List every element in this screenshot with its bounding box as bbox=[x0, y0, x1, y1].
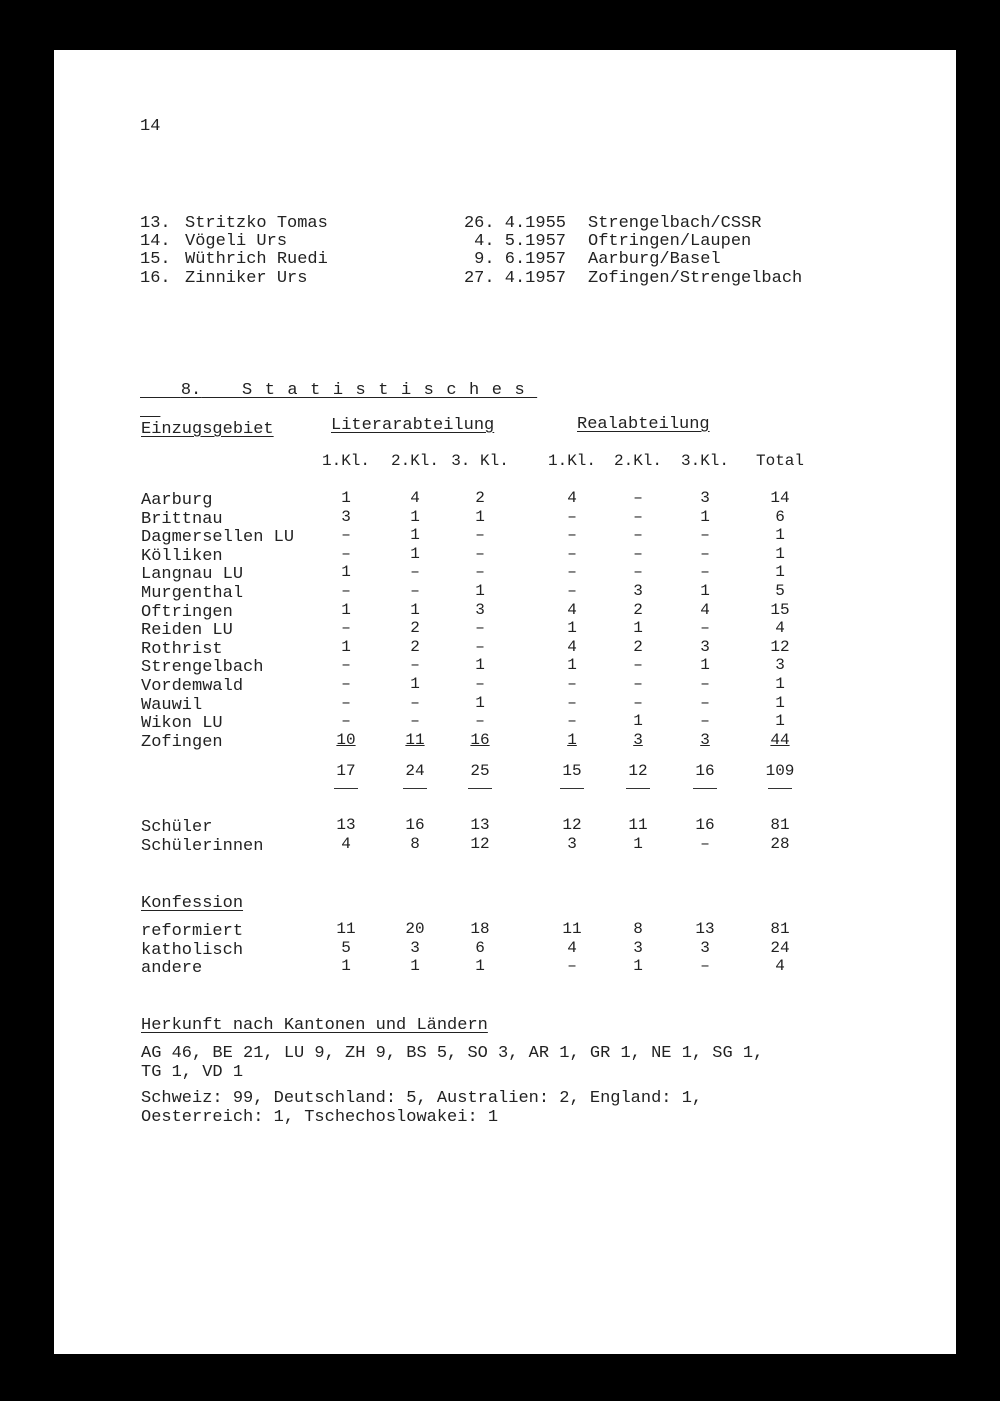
table-cell: – bbox=[567, 582, 577, 600]
row-label: Aarburg bbox=[141, 491, 213, 510]
column-header: 3. Kl. bbox=[451, 452, 509, 470]
table-cell: 3 bbox=[633, 582, 643, 600]
konfession-cell: 11 bbox=[562, 920, 582, 938]
table-cell: – bbox=[700, 526, 710, 545]
konfession-cell: 1 bbox=[410, 957, 420, 976]
table-cell: – bbox=[341, 712, 351, 731]
table-cell: – bbox=[700, 693, 710, 712]
table-cell: 1 bbox=[775, 693, 785, 712]
person-place: Oftringen/Laupen bbox=[588, 232, 752, 251]
konfession-cell: 3 bbox=[410, 938, 420, 957]
konfession-cell: 6 bbox=[475, 938, 485, 957]
table-cell: – bbox=[567, 526, 577, 545]
gender-label: Schülerinnen bbox=[141, 837, 264, 856]
table-cell: 1 bbox=[341, 637, 351, 656]
total-cell: 109 bbox=[765, 762, 795, 780]
row-label: Reiden LU bbox=[141, 621, 233, 641]
table-cell: 4 bbox=[567, 489, 577, 507]
table-cell: 4 bbox=[775, 619, 785, 638]
person-name: Wüthrich Ruedi bbox=[185, 250, 328, 269]
table-cell: – bbox=[475, 619, 485, 638]
table-cell: 1 bbox=[567, 730, 577, 749]
row-label: Rothrist bbox=[141, 639, 223, 659]
table-cell: – bbox=[410, 582, 420, 600]
table-cell: 1 bbox=[341, 600, 351, 619]
person-no: 13. bbox=[140, 214, 171, 233]
table-cell: – bbox=[475, 544, 485, 563]
total-cell: 12 bbox=[628, 762, 648, 780]
column-header: 2.Kl. bbox=[390, 452, 439, 470]
table-cell: 1 bbox=[775, 563, 785, 582]
konfession-label: reformiert bbox=[141, 922, 244, 941]
row-label: Wauwil bbox=[141, 695, 203, 715]
table-cell: – bbox=[633, 563, 643, 582]
table-cell: – bbox=[700, 544, 710, 563]
table-cell: 1 bbox=[633, 619, 643, 638]
table-cell: 2 bbox=[410, 637, 420, 656]
total-rule bbox=[468, 788, 492, 789]
person-date: 4. 5.1957 bbox=[474, 232, 566, 251]
table-cell: 3 bbox=[475, 600, 485, 619]
table-cell: – bbox=[341, 675, 351, 693]
gender-label: Schüler bbox=[141, 818, 213, 837]
table-cell: – bbox=[475, 675, 485, 693]
konfession-cell: 3 bbox=[633, 938, 643, 957]
total-rule bbox=[626, 788, 650, 789]
table-cell: 1 bbox=[410, 526, 420, 545]
table-cell: – bbox=[475, 712, 485, 731]
table-cell: – bbox=[475, 563, 485, 582]
konfession-cell: 18 bbox=[470, 920, 490, 938]
person-date: 9. 6.1957 bbox=[474, 250, 566, 269]
table-cell: 44 bbox=[770, 730, 790, 749]
column-header: 2.Kl. bbox=[613, 452, 662, 470]
konfession-cell: – bbox=[700, 957, 710, 976]
row-label: Murgenthal bbox=[141, 584, 244, 603]
person-name: Vögeli Urs bbox=[185, 232, 288, 251]
header-realabteilung: Realabteilung bbox=[577, 415, 710, 434]
table-cell: – bbox=[633, 544, 643, 563]
row-label: Brittnau bbox=[141, 509, 223, 529]
table-cell: – bbox=[475, 637, 485, 656]
table-cell: – bbox=[410, 656, 420, 675]
table-cell: – bbox=[475, 526, 485, 545]
gender-cell: 13 bbox=[336, 816, 356, 834]
gender-cell: 11 bbox=[628, 816, 648, 834]
table-cell: 11 bbox=[405, 730, 425, 749]
gender-cell: 8 bbox=[410, 835, 420, 853]
table-cell: 1 bbox=[475, 656, 485, 675]
row-label: Langnau LU bbox=[141, 565, 244, 585]
table-cell: – bbox=[700, 563, 710, 582]
table-cell: 2 bbox=[410, 619, 420, 638]
gender-cell: 16 bbox=[405, 816, 425, 834]
section-number: 8. bbox=[180, 381, 202, 400]
table-cell: 1 bbox=[775, 712, 785, 731]
total-rule bbox=[693, 788, 717, 789]
table-cell: 1 bbox=[410, 544, 420, 563]
table-cell: – bbox=[633, 526, 643, 545]
table-cell: – bbox=[633, 489, 643, 507]
gender-cell: 16 bbox=[695, 816, 715, 834]
gender-cell: 81 bbox=[770, 816, 790, 834]
table-cell: 2 bbox=[475, 489, 485, 507]
konfession-cell: 4 bbox=[775, 957, 785, 976]
person-name: Zinniker Urs bbox=[185, 269, 308, 288]
herkunft-line-2: TG 1, VD 1 bbox=[141, 1063, 244, 1082]
table-cell: 1 bbox=[775, 526, 785, 545]
table-cell: – bbox=[410, 563, 420, 582]
konfession-cell: 24 bbox=[770, 938, 790, 957]
table-cell: 1 bbox=[775, 675, 785, 693]
table-cell: 1 bbox=[700, 507, 710, 526]
konfession-label: andere bbox=[141, 959, 203, 979]
table-cell: – bbox=[567, 563, 577, 582]
person-place: Aarburg/Basel bbox=[588, 250, 721, 269]
table-cell: 4 bbox=[410, 489, 420, 507]
table-cell: – bbox=[341, 693, 351, 712]
konfession-label: katholisch bbox=[141, 940, 244, 960]
row-label: Kölliken bbox=[141, 546, 223, 566]
table-cell: 12 bbox=[770, 637, 790, 656]
table-cell: 14 bbox=[770, 489, 790, 507]
table-cell: 1 bbox=[410, 507, 420, 526]
table-cell: – bbox=[633, 675, 643, 693]
row-label: Strengelbach bbox=[141, 658, 264, 678]
konfession-cell: 1 bbox=[341, 957, 351, 976]
table-cell: 16 bbox=[470, 730, 490, 749]
total-cell: 16 bbox=[695, 762, 715, 780]
person-no: 15. bbox=[140, 250, 171, 269]
total-cell: 25 bbox=[470, 762, 490, 780]
table-cell: 1 bbox=[700, 656, 710, 675]
table-cell: 6 bbox=[775, 507, 785, 526]
gender-cell: – bbox=[700, 835, 710, 853]
row-label: Wikon LU bbox=[141, 714, 223, 734]
konfession-cell: – bbox=[567, 957, 577, 976]
table-cell: 3 bbox=[700, 637, 710, 656]
table-cell: – bbox=[567, 544, 577, 563]
table-cell: 10 bbox=[336, 730, 356, 749]
table-cell: – bbox=[341, 582, 351, 600]
table-cell: – bbox=[567, 693, 577, 712]
table-cell: 5 bbox=[775, 582, 785, 600]
person-name: Stritzko Tomas bbox=[185, 214, 328, 233]
total-rule bbox=[403, 788, 427, 789]
person-place: Zofingen/Strengelbach bbox=[588, 269, 803, 288]
table-cell: 4 bbox=[567, 637, 577, 656]
table-cell: – bbox=[567, 712, 577, 731]
total-cell: 17 bbox=[336, 762, 356, 780]
table-cell: – bbox=[341, 656, 351, 675]
table-cell: 1 bbox=[567, 619, 577, 638]
table-cell: 1 bbox=[700, 582, 710, 600]
table-cell: – bbox=[341, 544, 351, 563]
page-number: 14 bbox=[140, 117, 161, 136]
person-date: 26. 4.1955 bbox=[463, 214, 566, 233]
table-cell: – bbox=[700, 619, 710, 638]
gender-cell: 4 bbox=[341, 835, 351, 853]
person-no: 16. bbox=[140, 269, 171, 288]
header-einzugsgebiet: Einzugsgebiet bbox=[141, 420, 274, 439]
total-rule bbox=[560, 788, 584, 789]
table-cell: – bbox=[341, 619, 351, 638]
total-rule bbox=[334, 788, 358, 789]
table-cell: 3 bbox=[341, 507, 351, 526]
table-cell: – bbox=[633, 656, 643, 675]
row-label: Dagmersellen LU bbox=[141, 528, 295, 548]
table-cell: 15 bbox=[770, 600, 790, 619]
table-cell: – bbox=[633, 693, 643, 712]
column-header: 3.Kl. bbox=[680, 452, 729, 470]
table-cell: 2 bbox=[633, 600, 643, 619]
table-cell: – bbox=[700, 712, 710, 731]
row-label: Vordemwald bbox=[141, 677, 244, 696]
person-place: Strengelbach/CSSR bbox=[588, 214, 762, 233]
table-cell: 3 bbox=[775, 656, 785, 675]
table-cell: – bbox=[410, 693, 420, 712]
column-header: Total bbox=[755, 452, 804, 470]
table-cell: 1 bbox=[341, 563, 351, 582]
document-page bbox=[54, 50, 956, 1354]
table-cell: 1 bbox=[341, 489, 351, 507]
table-cell: 4 bbox=[567, 600, 577, 619]
table-cell: 1 bbox=[475, 507, 485, 526]
konfession-cell: 1 bbox=[633, 957, 643, 976]
column-header: 1.Kl. bbox=[321, 452, 370, 470]
gender-cell: 12 bbox=[562, 816, 582, 834]
konfession-cell: 8 bbox=[633, 920, 643, 938]
table-cell: – bbox=[567, 675, 577, 693]
konfession-title: Konfession bbox=[141, 894, 244, 913]
table-cell: – bbox=[567, 507, 577, 526]
gender-cell: 3 bbox=[567, 835, 577, 853]
column-header: 1.Kl. bbox=[547, 452, 596, 470]
konfession-cell: 81 bbox=[770, 920, 790, 938]
gender-cell: 12 bbox=[470, 835, 490, 853]
table-cell: 1 bbox=[775, 544, 785, 563]
gender-cell: 28 bbox=[770, 835, 790, 853]
herkunft-title: Herkunft nach Kantonen und Ländern bbox=[141, 1016, 488, 1035]
table-cell: 4 bbox=[700, 600, 710, 619]
table-cell: 1 bbox=[567, 656, 577, 675]
herkunft-line-1: AG 46, BE 21, LU 9, ZH 9, BS 5, SO 3, AR 1, GR 1, NE 1, SG 1, bbox=[141, 1044, 764, 1063]
konfession-cell: 4 bbox=[567, 938, 577, 957]
konfession-cell: 20 bbox=[405, 920, 425, 938]
table-cell: 1 bbox=[633, 712, 643, 731]
table-cell: 3 bbox=[633, 730, 643, 749]
total-cell: 15 bbox=[562, 762, 582, 780]
konfession-cell: 13 bbox=[695, 920, 715, 938]
section-title: Statistisches bbox=[242, 381, 538, 400]
table-cell: 3 bbox=[700, 730, 710, 749]
table-cell: – bbox=[341, 526, 351, 545]
gender-cell: 13 bbox=[470, 816, 490, 834]
table-cell: 3 bbox=[700, 489, 710, 507]
table-cell: 1 bbox=[410, 675, 420, 693]
konfession-cell: 3 bbox=[700, 938, 710, 957]
person-date: 27. 4.1957 bbox=[463, 269, 566, 288]
konfession-cell: 5 bbox=[341, 938, 351, 957]
table-cell: 1 bbox=[410, 600, 420, 619]
table-cell: 1 bbox=[475, 693, 485, 712]
header-literarabteilung: Literarabteilung bbox=[331, 416, 495, 435]
table-cell: 2 bbox=[633, 637, 643, 656]
total-cell: 24 bbox=[405, 762, 425, 780]
table-cell: 1 bbox=[475, 582, 485, 600]
person-no: 14. bbox=[140, 232, 171, 251]
table-cell: – bbox=[410, 712, 420, 731]
gender-cell: 1 bbox=[633, 835, 643, 853]
row-label: Oftringen bbox=[141, 602, 233, 622]
laender-line-1: Schweiz: 99, Deutschland: 5, Australien: 2, England: 1, bbox=[141, 1089, 703, 1108]
total-rule bbox=[768, 788, 792, 789]
section-heading bbox=[140, 362, 537, 419]
table-cell: – bbox=[700, 675, 710, 693]
konfession-cell: 11 bbox=[336, 920, 356, 938]
konfession-cell: 1 bbox=[475, 957, 485, 976]
laender-line-2: Oesterreich: 1, Tschechoslowakei: 1 bbox=[141, 1108, 499, 1127]
table-cell: – bbox=[633, 507, 643, 526]
row-label: Zofingen bbox=[141, 732, 223, 752]
